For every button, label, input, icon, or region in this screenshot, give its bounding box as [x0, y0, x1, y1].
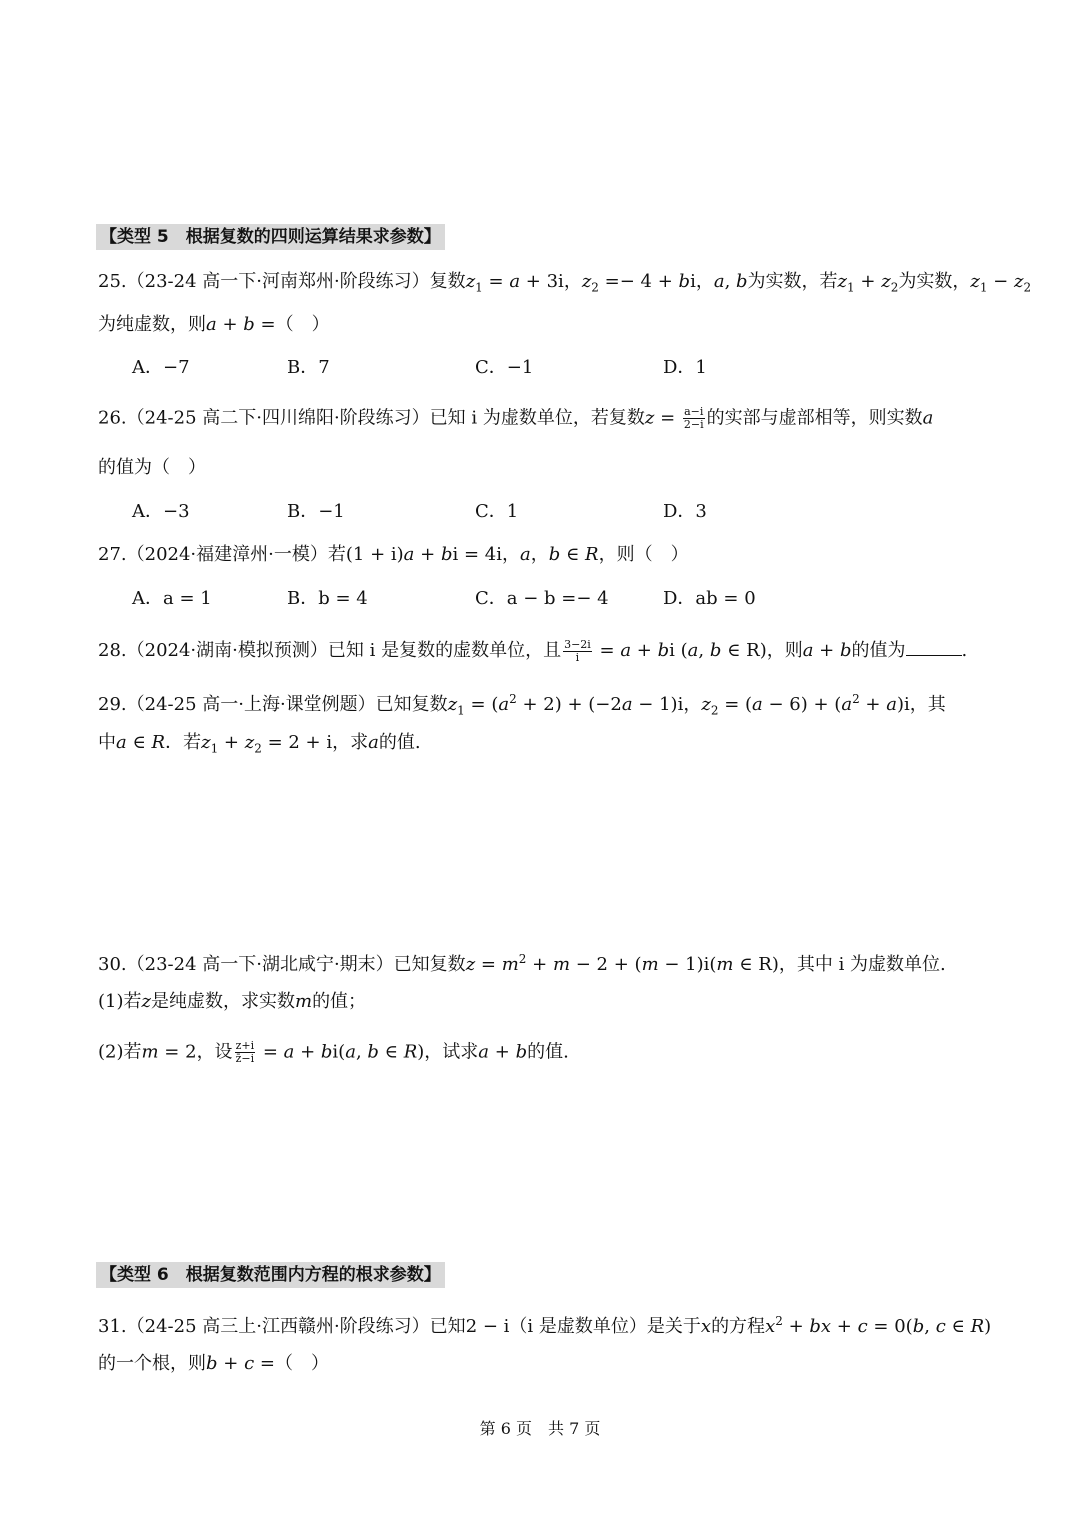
- question-31-line-1: 31.（24-25 高三上·江西赣州·阶段练习）已知2 − i（i 是虚数单位）是关于x的方程$x^2$ + bx + c = 0(b, c ∈ R): [98, 1314, 992, 1337]
- section-5-heading: 【类型 5 根据复数的四则运算结果求参数】: [96, 224, 445, 250]
- question-26-line-2: 的值为（ ）: [98, 457, 206, 478]
- q25-option-b: B．7: [287, 357, 330, 378]
- question-30-part-1: (1)若z是纯虚数，求实数m的值；: [98, 991, 367, 1012]
- q27-option-b: B．b = 4: [287, 588, 368, 609]
- q26-option-d: D．3: [663, 501, 707, 522]
- question-25-line-1: 25.（23-24 高一下·河南郑州·阶段练习）复数$z_1 = a + 3i$，$z_2 =- 4$ + bi，a, b为实数，若$z_1 + z_2$为实数，$z_1 - z_2$: [98, 271, 1032, 295]
- question-31-line-2: 的一个根，则b + c =（ ）: [98, 1353, 329, 1374]
- q27-option-a: A．a = 1: [132, 588, 212, 609]
- q26-fraction: $\frac{a-i}{2-i}$: [683, 405, 704, 431]
- q25-option-a: A．−7: [132, 357, 190, 378]
- q25-option-d: D．1: [663, 357, 707, 378]
- question-28: 28.（2024·湖南·模拟预测）已知 i 是复数的虚数单位，且 $\frac{3-2i}{i}$ = a + bi (a, b ∈ R)，则a + b的值为 .: [98, 637, 968, 664]
- q26-option-a: A．−3: [132, 501, 190, 522]
- question-30: 30.（23-24 高一下·湖北咸宁·期末）已知复数$z = m^2 + m - 2 + (m - 1)i(m$ ∈ R)，其中 i 为虚数单位.: [98, 952, 946, 975]
- question-26-line-1: 26.（24-25 高二下·四川绵阳·阶段练习）已知 i 为虚数单位，若复数z = $\frac{a-i}{2-i}$ 的实部与虚部相等，则实数a: [98, 405, 934, 431]
- q27-option-c: C．a − b =− 4: [475, 588, 609, 609]
- question-29-line-2: 中a ∈ R．若$z_1 + z_2 = 2 + i$，求a的值.: [98, 732, 421, 756]
- q25-option-c: C．−1: [475, 357, 534, 378]
- q28-fraction: $\frac{3-2i}{i}$: [564, 637, 591, 664]
- answer-blank[interactable]: [906, 637, 962, 656]
- q26-option-c: C．1: [475, 501, 519, 522]
- q27-option-d: D．ab = 0: [663, 588, 756, 609]
- q30-fraction: $\frac{z+i}{z̄-i}$: [235, 1039, 255, 1065]
- q26-option-b: B．−1: [287, 501, 345, 522]
- page-footer: 第 6 页 共 7 页: [479, 1419, 601, 1438]
- question-29-line-1: 29.（24-25 高一·上海·课堂例题）已知复数$z_1 = (a^2 + 2) + (-2a - 1)i$，$z_2 = (a - 6) + (a^2 + a)i$，其: [98, 692, 946, 718]
- question-27: 27.（2024·福建漳州·一模）若(1 + i)a + bi = 4i，a，b ∈ R，则（ ）: [98, 544, 689, 565]
- question-25-line-2: 为纯虚数，则a + b =（ ）: [98, 314, 330, 335]
- question-30-part-2: (2)若m = 2，设 $\frac{z+i}{z̄-i}$ = a + bi(a, b ∈ R)，试求a + b的值.: [98, 1039, 569, 1065]
- section-6-heading: 【类型 6 根据复数范围内方程的根求参数】: [96, 1262, 445, 1288]
